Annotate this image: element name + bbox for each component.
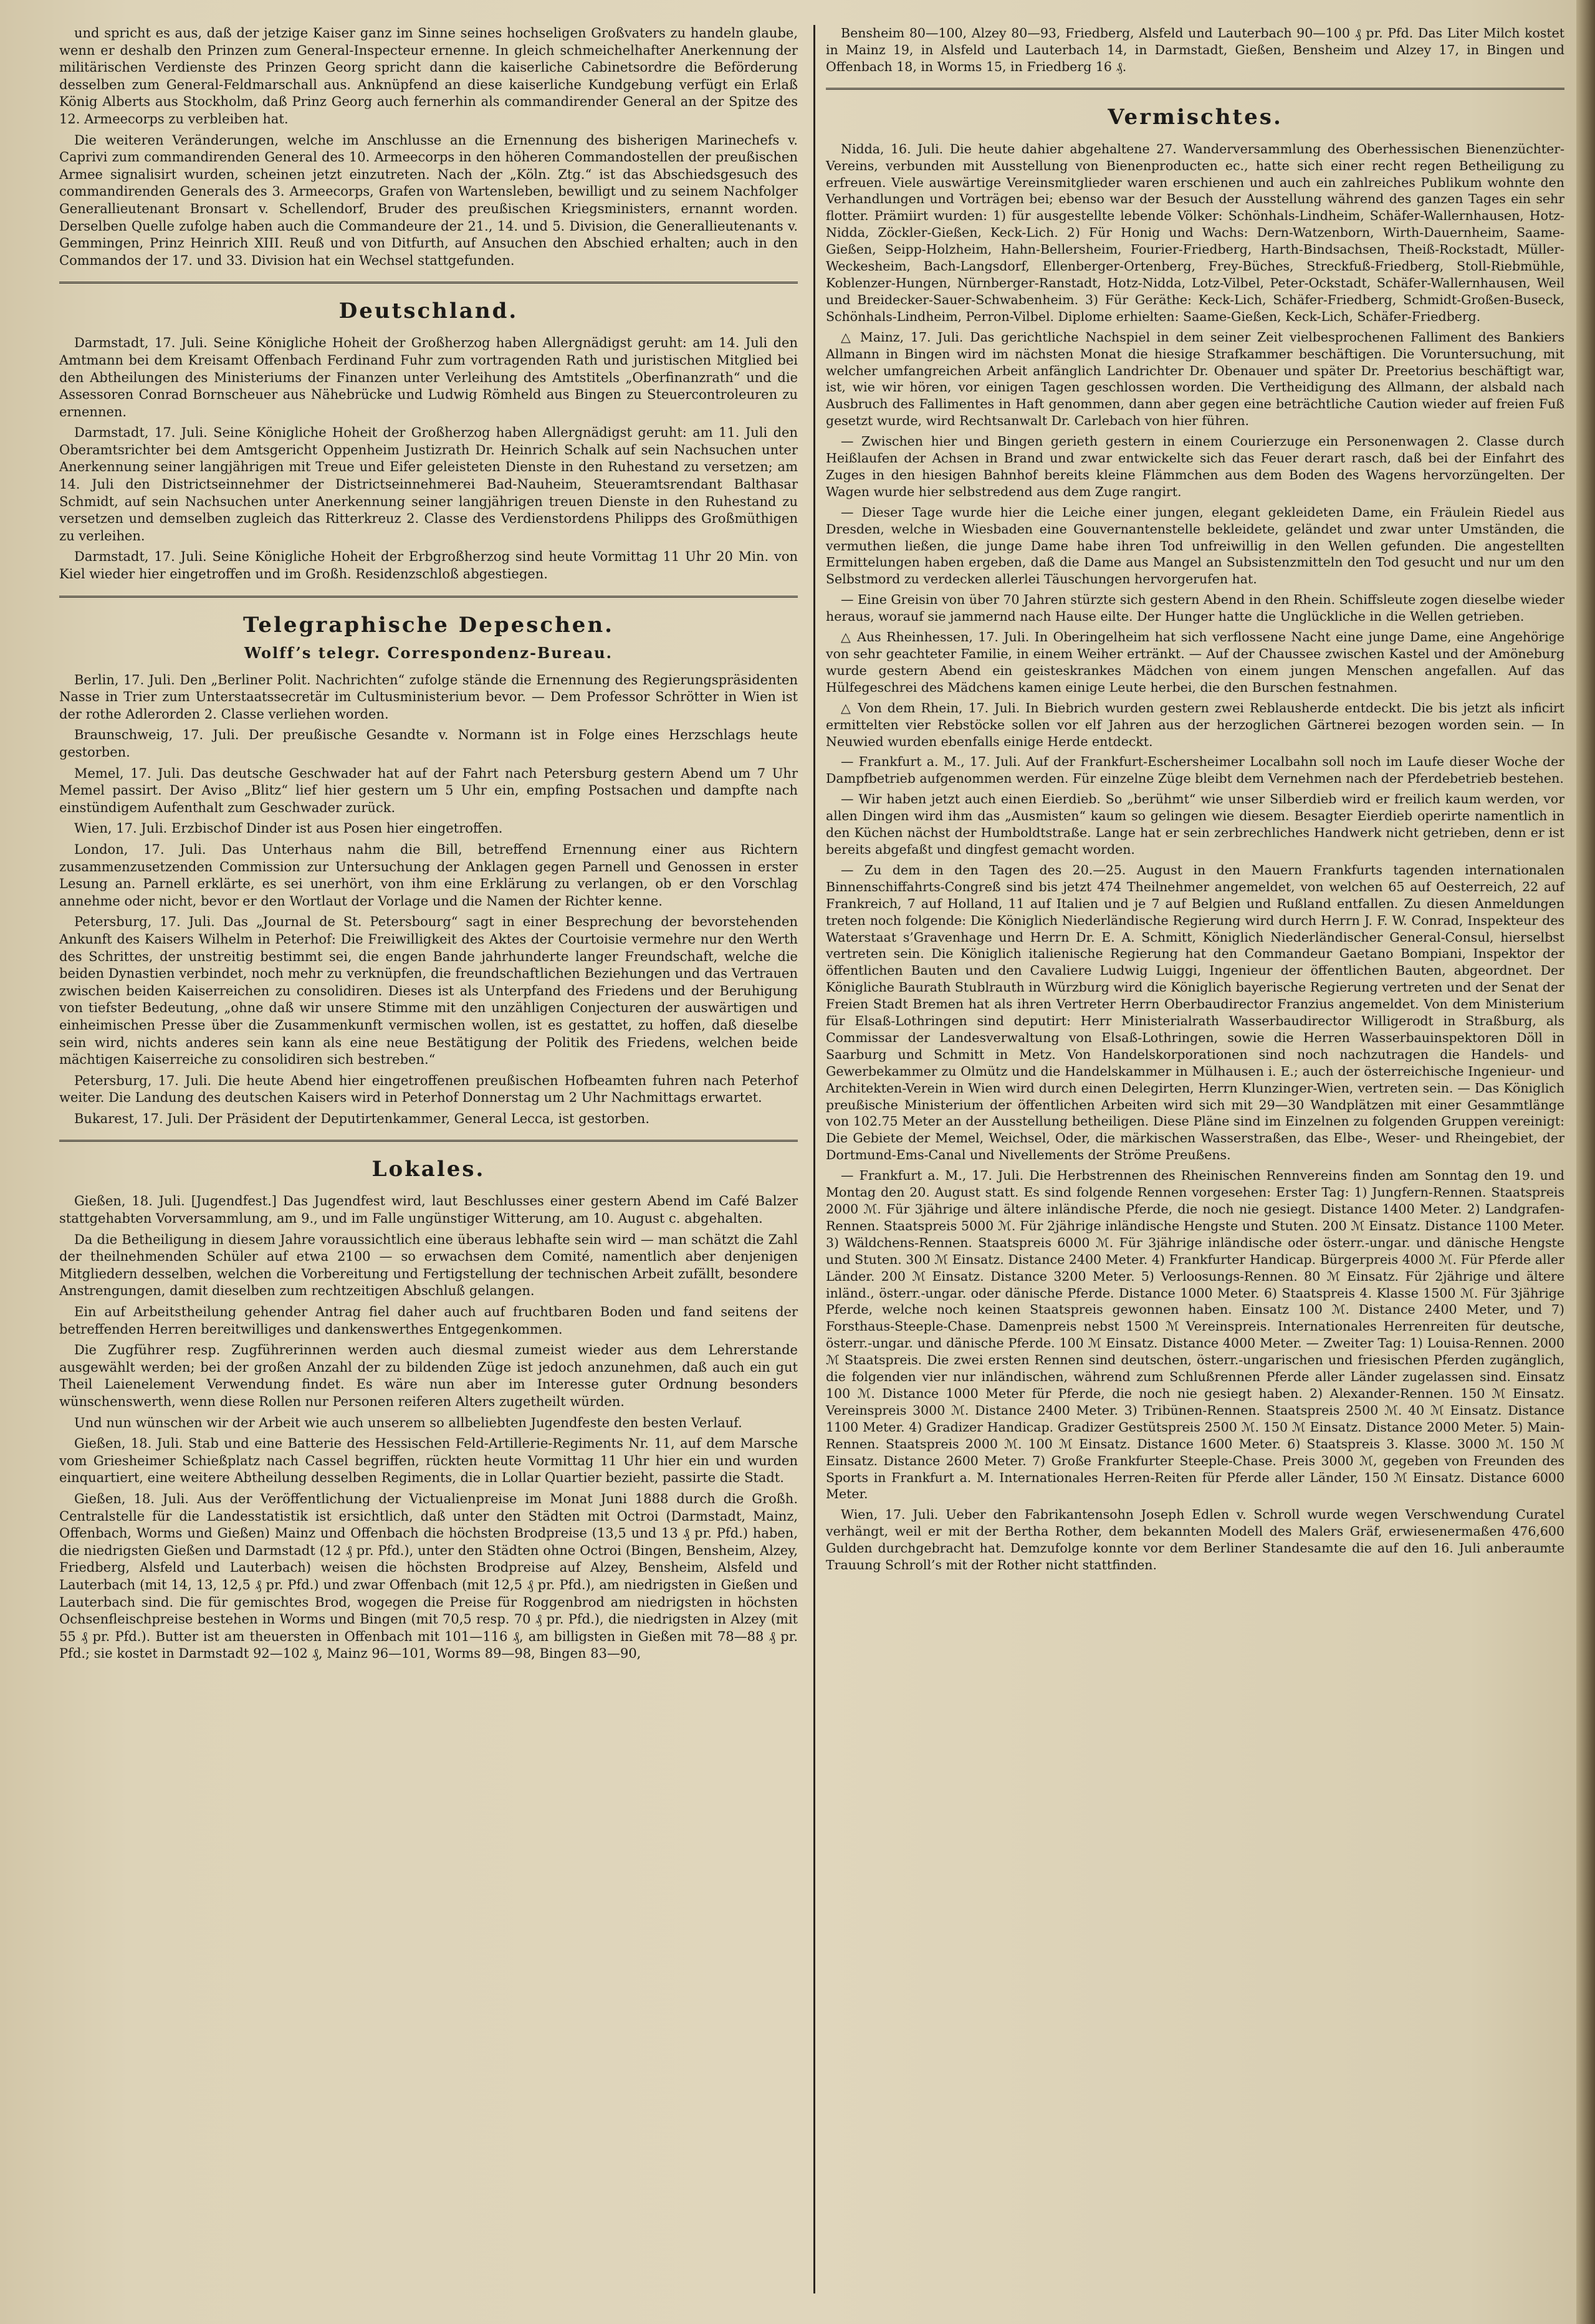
article-paragraph: Darmstadt, 17. Juli. Seine Königliche Hoheit der Großherzog haben Allergnädigst geruht: am 14. Juli den Amtmann bei dem Kreisamt Offenbach Ferdinand Fuhr zum vortragenden Rath und juristischen Mitglied bei den Abtheilungen des Ministeriums der Finanzen unter Verleihung des Amtstitels „Oberfinanzrath“ und die Assessoren Conrad Bornscheuer aus Nähebrücke und Ludwig Römheld aus Bingen zu Steuercontroleuren zu ernennen. — [59, 335, 798, 419]
intro-paragraph: Bensheim 80—100, Alzey 80—93, Friedberg, Alsfeld und Lauterbach 90—100 ₰ pr. Pfd. Das Liter Milch kostet in Mainz 19, in Alsfeld und Lauterbach 14, in Darmstadt, Gießen, Bensheim und Alzey 17, in Bingen und Offenbach 18, in Worms 15, in Friedberg 16 ₰. — [826, 26, 1564, 74]
article-paragraph: Darmstadt, 17. Juli. Seine Königliche Hoheit der Großherzog haben Allergnädigst geruht: am 11. Juli den Oberamtsrichter bei dem Amtsgericht Oppenheim Justizrath Dr. Heinrich Schalk auf sein Nachsuchen unter Anerkennung seiner langjährigen mit Treue und Eifer geleisteten Dienste in den Ruhestand zu versetzen; am 14. Juli den Districtseinnehmer der Districtseinnehmerei Bad-Nauheim, Steueramtsrendant Balthasar Schmidt, auf sein Nachsuchen unter Anerkennung seiner langjährigen treuen Dienste in den Ruhestand zu versetzen und demselben zugleich das Ritterkreuz 2. Classe des Verdienstordens Philipps des Großmüthigen zu verleihen. — [59, 425, 798, 543]
article-paragraph: Da die Betheiligung in diesem Jahre voraussichtlich eine überaus lebhafte sein wird — man schätzt die Zahl der theilnehmenden Schüler auf etwa 2100 — so erwachsen dem Comité, namentlich aber denjenigen Mitgliedern desselben, welchen die Vorbereitung und Fertigstellung der technischen Arbeit zufällt, besondere Anstrengungen, damit dieselben zum rechtzeitigen Abschluß gelangen. — [59, 1231, 798, 1299]
section-title-telegraphische-depeschen: Telegraphische Depeschen. — [242, 612, 614, 638]
article-paragraph: Petersburg, 17. Juli. Das „Journal de St. Petersbourg“ sagt in einer Besprechung der bevorstehenden Ankunft des Kaisers Wilhelm in Peterhof: Die Freiwilligkeit des Aktes der Courtoisie vermehre nur den Werth des Schrittes, der unstreitig bestimmt sei, die engen Bande jahrhunderte langer Freundschaft, welche die beiden Dynastien verbindet, noch mehr zu verknüpfen, die freundschaftlichen Beziehungen und das Vertrauen zwischen beiden Kaiserreichen zu consolidiren. Dieses ist als Unterpfand des Friedens und der Beruhigung von tiefster Bedeutung, „ohne daß wir unsere Stimme mit den unzähligen Conjecturen der auswärtigen und einheimischen Presse über die Zusammenkunft vermischen wollen, ist es gestattet, zu hoffen, daß dieselbe sein wird, nichts anderes sein kann als eine neue Bestätigung der Politik des Friedens, welchen beide mächtigen Kaiserreiche zu consolidiren sich bestreben.“ — [59, 914, 798, 1068]
article-paragraph: — Zu dem in den Tagen des 20.—25. August in den Mauern Frankfurts tagenden internationalen Binnenschiffahrts-Congreß sind bis jetzt 474 Theilnehmer angemeldet, von welchen 65 auf Oesterreich, 22 auf Frankreich, 7 auf Holland, 11 auf Italien und je 7 auf Belgien und Rußland entfallen. Zu diesen Anmeldungen treten noch folgende: Die Königlich Niederländische Regierung wird durch Herrn J. F. W. Conrad, Inspekteur des Waterstaat s’Gravenhage und Herrn Dr. E. A. Schmitt, Königlich Niederländischer General-Consul, hierselbst vertreten sein. Die Königlich italienische Regierung hat den Commandeur Gaetano Bompiani, Inspektor der öffentlichen Bauten und den Cavaliere Ludwig Luiggi, Ingenieur der öffentlichen Bauten, abgeordnet. Der Königliche Baurath Stublrauth in Würzburg wird die Königlich bayerische Regierung vertreten und der Senat der Freien Stadt Bremen hat als ihren Vertreter Herrn Oberbaudirector Franzius angemeldet. Von dem Ministerium für Elsaß-Lothringen sind deputirt: Herr Ministerialrath Wasserbaudirector Willigerodt in Straßburg, als Commissar der Landesverwaltung von Elsaß-Lothringen, sowie die Herren Wasserbauinspektoren Döll in Saarburg und Schmitt in Metz. Von Handelskorporationen sind noch nachzutragen die Handels- und Gewerbekammer zu Olmütz und die Handelskammer in Mülhausen i. E.; auch der österreichische Ingenieur- und Architekten-Verein in Wien wird durch einen Delegirten, Herrn Klunzinger-Wien, vertreten sein. — Das Königlich preußische Ministerium der öffentlichen Arbeiten wird sich mit 29—30 Wandplätzen mit einer Gesammtlänge von 102.75 Meter an der Ausstellung betheiligen. Diese Pläne sind im Einzelnen zu folgenden Gruppen vereinigt: Die Gebiete der Memel, Weichsel, Oder, die märkischen Wasserstraßen, das Elbe-, Weser- und Rheingebiet, der Dortmund-Ems-Canal und Nivellements der Ströme Preußens. — [826, 862, 1564, 1163]
article-paragraph: △ Mainz, 17. Juli. Das gerichtliche Nachspiel in dem seiner Zeit vielbesprochenen Falliment des Bankiers Allmann in Bingen wird im nächsten Monat die hiesige Strafkammer beschäftigen. Die Voruntersuchung, mit welcher umfangreichen Arbeit anfänglich Landrichter Dr. Obenauer und später Dr. Preetorius beschäftigt war, ist, wie wir hören, vor einigen Tagen geschlossen worden. Die Vertheidigung des Allmann, der alsbald nach Ausbruch des Fallimentes in Haft genommen, dann aber gegen eine beträchtliche Caution wieder auf freien Fuß gesetzt wurde, wird Rechtsanwalt Dr. Carlebach von hier führen. — [826, 329, 1564, 429]
left-column — [59, 25, 798, 1666]
section-subtitle: Wolff’s telegr. Correspondenz-Bureau. — [244, 643, 613, 662]
intro-paragraph: und spricht es aus, daß der jetzige Kaiser ganz im Sinne seines hochseligen Großvaters zu handeln glaube, wenn er deshalb den Prinzen zum General-Inspecteur ernenne. In gleich schmeichelhafter Anerkennung der militärischen Verdienste des Prinzen Georg spricht dann die kaiserliche Cabinetsordre die Beförderung desselben zum General-Feldmarschall aus. Anknüpfend an diese kaiserliche Kundgebung verfügt ein Erlaß König Alberts aus Stockholm, daß Prinz Georg auch fernerhin als commandirender General an der Spitze des 12. Armeecorps zu verbleiben hat. — [59, 26, 798, 127]
column-divider — [813, 25, 815, 2293]
article-paragraph: Gießen, 18. Juli. [Jugendfest.] Das Jugendfest wird, laut Beschlusses einer gestern Abend im Café Balzer stattgehabten Vorversammlung, am 9., und im Falle ungünstiger Witterung, am 10. August c. abgehalten. — [59, 1193, 798, 1227]
article-paragraph: Petersburg, 17. Juli. Die heute Abend hier eingetroffenen preußischen Hofbeamten fuhren nach Peterhof weiter. Die Landung des deutschen Kaisers wird in Peterhof Donnerstag um 2 Uhr Nachmittags erwartet. — [59, 1073, 798, 1106]
article-paragraph: — Zwischen hier und Bingen gerieth gestern in einem Courierzuge ein Personenwagen 2. Classe durch Heißlaufen der Achsen in Brand und zwar entwickelte sich das Feuer derart rasch, daß bei der Einfahrt des Zuges in den hiesigen Bahnhof bereits kleine Flämmchen aus dem Boden des Wagens hervorzüngelten. Der Wagen wurde hier selbstredend aus dem Zuge rangirt. — [826, 434, 1564, 499]
section-divider — [59, 282, 798, 287]
intro-paragraph: Die weiteren Veränderungen, welche im Anschlusse an die Ernennung des bisherigen Marinechefs v. Caprivi zum commandirenden General des 10. Armeecorps in den höheren Commandostellen der preußischen Armee signalisirt wurden, scheinen jetzt einzutreten. Nach der „Köln. Ztg.“ ist das Abschiedsgesuch des commandirenden Generals des 3. Armeecorps, Grafen von Wartensleben, bewilligt und zu seinem Nachfolger Generallieutenant Bronsart v. Schellendorf, Bruder des preußischen Kriegsministers, ernannt worden. Derselben Quelle zufolge haben auch die Commandeure der 21., 14. und 5. Division, die Generallieutenants v. Gemmingen, Prinz Heinrich XIII. Reuß und von Ditfurth, auf Ansuchen den Abschied erhalten; auch in den Commandos der 17. und 33. Division hat ein Wechsel stattgefunden. — [59, 132, 798, 268]
article-paragraph: Braunschweig, 17. Juli. Der preußische Gesandte v. Normann ist in Folge eines Herzschlags heute gestorben. — [59, 727, 798, 760]
article-paragraph: Wien, 17. Juli. Ueber den Fabrikantensohn Joseph Edlen v. Schroll wurde wegen Verschwendung Curatel verhängt, weil er mit der Bertha Rother, dem bekannten Modell des Malers Gräf, erwiesenermaßen 476,600 Gulden durchgebracht hat. Demzufolge konnte vor dem Berliner Standesamte die auf den 16. Juli anberaumte Trauung Schroll’s mit der Rother nicht stattfinden. — [826, 1507, 1564, 1573]
article-paragraph: Bukarest, 17. Juli. Der Präsident der Deputirtenkammer, General Lecca, ist gestorben. — [74, 1111, 650, 1126]
article-paragraph: △ Aus Rheinhessen, 17. Juli. In Oberingelheim hat sich verflossene Nacht eine junge Dame, eine Angehörige von sehr geachteter Familie, in einem Weiher ertränkt. — Auf der Chaussee zwischen Kastel und der Amöneburg wurde gestern Abend ein geisteskrankes Mädchen von einem jungen Menschen angefallen. Auf das Hülfegeschrei des Mädchens kamen einige Leute herbei, die den Burschen festnahmen. — [826, 629, 1564, 695]
section-divider — [826, 88, 1564, 93]
article-paragraph: — Dieser Tage wurde hier die Leiche einer jungen, elegant gekleideten Dame, ein Fräulein Riedel aus Dresden, welche in Wiesbaden eine Gouvernantenstelle bekleidete, geländet und zwar unter Umständen, die vermuthen ließen, die junge Dame habe ihren Tod unfreiwillig in den Wellen gefunden. Die angestellten Ermittelungen haben ergeben, daß die Dame aus Mangel an Subsistenzmitteln den Tod gesucht und nur um den Selbstmord zu verdecken allerlei Täuschungen hervorgerufen hat. — [826, 504, 1564, 587]
section-title-deutschland: Deutschland. — [338, 299, 519, 324]
article-paragraph: Ein auf Arbeitstheilung gehender Antrag fiel daher auch auf fruchtbaren Boden und fand seitens der betreffenden Herren bereitwilliges und dankenswerthes Entgegenkommen. — [59, 1304, 798, 1337]
article-paragraph: Memel, 17. Juli. Das deutsche Geschwader hat auf der Fahrt nach Petersburg gestern Abend um 7 Uhr Memel passirt. Der Aviso „Blitz“ lief hier gestern um 5 Uhr ein, empfing Postsachen und dampfte nach einstündigem Aufenthalt zum Geschwader zurück. — [59, 765, 798, 815]
section-divider — [59, 596, 798, 601]
page-edge — [1576, 0, 1595, 2324]
article-paragraph: Darmstadt, 17. Juli. Seine Königliche Hoheit der Erbgroßherzog sind heute Vormittag 11 Uhr 20 Min. von Kiel wieder hier eingetroffen und im Großh. Residenzschloß abgestiegen. — [59, 549, 798, 582]
section-title-vermischtes: Vermischtes. — [1108, 104, 1283, 130]
article-paragraph: △ Von dem Rhein, 17. Juli. In Biebrich wurden gestern zwei Reblausherde entdeckt. Die bis jetzt als inficirt ermittelten vier Rebstöcke sollen vor elf Jahren aus der herzoglichen Gärtnerei bezogen worden sein. — In Neuwied wurden ebenfalls einige Herde entdeckt. — [826, 700, 1564, 749]
article-paragraph: Gießen, 18. Juli. Stab und eine Batterie des Hessischen Feld-Artillerie-Regiments Nr. 11, auf dem Marsche vom Griesheimer Schießplatz nach Cassel begriffen, rückten heute Vormittag 11 Uhr hier ein und wurden einquartiert, eine weitere Abtheilung desselben Regiments, die in Lollar Quartier bezieht, passirte die Stadt. — [59, 1436, 798, 1486]
section-title-lokales: Lokales. — [371, 1157, 486, 1182]
article-paragraph: London, 17. Juli. Das Unterhaus nahm die Bill, betreffend Ernennung einer aus Richtern zusammenzusetzenden Commission zur Untersuchung der Anklagen gegen Parnell und Genossen in erster Lesung an. Parnell erklärte, es sei unerhört, von ihm eine Erklärung zu verlangen, ob er den Vorschlag annehme oder nicht, bevor er den Wortlaut der Vorlage und die Namen der Richter kenne. — [59, 841, 798, 909]
article-paragraph: — Frankfurt a. M., 17. Juli. Auf der Frankfurt-Eschersheimer Localbahn soll noch im Laufe dieser Woche der Dampfbetrieb aufgenommen werden. Für einzelne Züge bleibt dem Vernehmen nach der Pferdebetrieb bestehen. — [826, 754, 1564, 787]
right-column — [826, 25, 1564, 1577]
article-paragraph: Und nun wünschen wir der Arbeit wie auch unserem so allbeliebten Jugendfeste den besten Verlauf. — [74, 1415, 742, 1430]
section-divider — [59, 1140, 798, 1145]
article-paragraph: Die Zugführer resp. Zugführerinnen werden auch diesmal zumeist wieder aus dem Lehrerstande ausgewählt werden; bei der großen Anzahl der zu bildenden Züge ist jedoch anzunehmen, daß auch ein gut Theil Laienelement Verwendung findet. Es wäre nun aber im Interesse guter Ordnung besonders wünschenswerth, wenn diese Rollen nur Personen reiferen Alters zugetheilt würden. — [59, 1342, 798, 1409]
article-paragraph: Berlin, 17. Juli. Den „Berliner Polit. Nachrichten“ zufolge stände die Ernennung des Regierungspräsidenten Nasse in Trier zum Unterstaatssecretär im Cultusministerium bevor. — Dem Professor Schrötter in Wien ist der rothe Adlerorden 2. Classe verliehen worden. — [59, 672, 798, 722]
article-paragraph: — Frankfurt a. M., 17. Juli. Die Herbstrennen des Rheinischen Rennvereins finden am Sonntag den 19. und Montag den 20. August statt. Es sind folgende Rennen vorgesehen: Erster Tag: 1) Jungfern-Rennen. Staatspreis 2000 ℳ. Für 3jährige und ältere inländische Pferde, die noch nie gesiegt. Distance 1400 Meter. 2) Landgrafen-Rennen. Staatspreis 5000 ℳ. Für 2jährige inländische Hengste und Stuten. 200 ℳ Einsatz. Distance 1100 Meter. 3) Wäldchens-Rennen. Staatspreis 6000 ℳ. Für 3jährige inländische oder österr.-ungar. und dänische Hengste und Stuten. 300 ℳ Einsatz. Distance 2400 Meter. 4) Frankfurter Handicap. Bürgerpreis 4000 ℳ. Für Pferde aller Länder. 200 ℳ Einsatz. Distance 3200 Meter. 5) Verloosungs-Rennen. 80 ℳ Einsatz. Für 2jährige und ältere inländ., österr.-ungar. oder dänische Pferde. Distance 1000 Meter. 6) Staatspreis 4. Klasse 1500 ℳ. Für 3jährige Pferde, welche noch keinen Staatspreis gewonnen haben. Einsatz 100 ℳ. Distance 2400 Meter, und 7) Forsthaus-Steeple-Chase. Damenpreis nebst 1500 ℳ Vereinspreis. Internationales Herrenreiten für deutsche, österr.-ungar. und dänische Pferde. 100 ℳ Einsatz. Distance 4000 Meter. — Zweiter Tag: 1) Louisa-Rennen. 2000 ℳ Staatspreis. Die zwei ersten Rennen sind deutschen, österr.-ungarischen und friesischen Pferden zugänglich, die folgenden vier nur inländischen, während zum Schlußrennen Pferde aller Länder zugelassen sind. Einsatz 100 ℳ. Distance 1000 Meter für Pferde, die noch nie gesiegt haben. 2) Alexander-Rennen. 150 ℳ Einsatz. Vereinspreis 3000 ℳ. Distance 2400 Meter. 3) Tribünen-Rennen. Staatspreis 2500 ℳ. 40 ℳ Einsatz. Distance 1100 Meter. 4) Gradizer Handicap. Gradizer Gestütspreis 2500 ℳ. 150 ℳ Einsatz. Distance 2000 Meter. 5) Main-Rennen. Staatspreis 2000 ℳ. 100 ℳ Einsatz. Distance 1600 Meter. 6) Staatspreis 3. Klasse. 3000 ℳ. 150 ℳ Einsatz. Distance 2600 Meter. 7) Große Frankfurter Steeple-Chase. Preis 3000 ℳ, gegeben von Freunden des Sports in Frankfurt a. M. Internationales Herren-Reiten für Pferde aller Länder, 150 ℳ Einsatz. Distance 6000 Meter. — [826, 1168, 1564, 1502]
article-paragraph: Gießen, 18. Juli. Aus der Veröffentlichung der Victualienpreise im Monat Juni 1888 durch die Großh. Centralstelle für die Landesstatistik ist ersichtlich, daß unter den Städten mit Octroi (Darmstadt, Mainz, Offenbach, Worms und Gießen) Mainz und Offenbach die höchsten Brodpreise (13,5 und 13 ₰ pr. Pfd.) haben, die niedrigsten Gießen und Darmstadt (12 ₰ pr. Pfd.), unter den Städten ohne Octroi (Bingen, Bensheim, Alzey, Friedberg, Alsfeld und Lauterbach) weisen die höchsten Brodpreise auf Alzey, Bensheim, Alsfeld und Lauterbach (mit 14, 13, 12,5 ₰ pr. Pfd.) und zwar Offenbach (mit 12,5 ₰ pr. Pfd.), am niedrigsten in Gießen und Lauterbach sind. Die für gemischtes Brod, wogegen die Preise für Roggenbrod am niedrigsten in höchsten Ochsenfleischpreise bestehen in Worms und Bingen (mit 70,5 resp. 70 ₰ pr. Pfd.), die niedrigsten in Alzey (mit 55 ₰ pr. Pfd.). Butter ist am theuersten in Offenbach mit 101—116 ₰, am billigsten in Gießen mit 78—88 ₰ pr. Pfd.; sie kostet in Darmstadt 92—102 ₰, Mainz 96—101, Worms 89—98, Bingen 83—90, — [59, 1491, 798, 1662]
article-paragraph: Wien, 17. Juli. Erzbischof Dinder ist aus Posen hier eingetroffen. — [74, 821, 503, 836]
article-paragraph: Nidda, 16. Juli. Die heute dahier abgehaltene 27. Wanderversammlung des Oberhessischen Bienenzüchter-Vereins, verbunden mit Ausstellung von Bienenproducten ec., hatte sich einer recht regen Betheiligung zu erfreuen. Viele auswärtige Vereinsmitglieder waren erschienen und auch ein zahlreiches Publikum wohnte den Verhandlungen und Vorträgen bei; ebenso war der Besuch der Ausstellung während des ganzen Tages ein sehr flotter. Prämiirt wurden: 1) für ausgestellte lebende Völker: Schönhals-Lindheim, Schäfer-Wallernhausen, Hotz-Nidda, Zöckler-Gießen, Keck-Lich. 2) Für Honig und Wachs: Dern-Watzenborn, Wirth-Dauernheim, Saame-Gießen, Seipp-Holzheim, Hahn-Bellersheim, Fourier-Friedberg, Harth-Bindsachsen, Theiß-Rockstadt, Müller-Weckesheim, Bach-Langsdorf, Ellenberger-Ortenberg, Frey-Büches, Streckfuß-Friedberg, Stoll-Riebmühle, Koblenzer-Hungen, Nürnberger-Ranstadt, Hotz-Nidda, Lotz-Vilbel, Peter-Ockstadt, Schäfer-Wallernhausen, Weil und Breidecker-Sauer-Schwabenheim. 3) Für Geräthe: Keck-Lich, Schäfer-Friedberg, Schmidt-Großen-Buseck, Schönhals-Lindheim, Perron-Vilbel. Diplome erhielten: Saame-Gießen, Keck-Lich, Schäfer-Friedberg. — [826, 141, 1564, 324]
article-paragraph: — Wir haben jetzt auch einen Eierdieb. So „berühmt“ wie unser Silberdieb wird er freilich kaum werden, vor allen Dingen wird ihm das „Ausmisten“ kaum so gelingen wie diesem. Besagter Eierdieb operirte namentlich in den Küchen nächst der Humboldtstraße. Lange hat er sein zerbrechliches Handwerk nicht getrieben, denn er ist bereits abgefaßt und dingfest gemacht worden. — [826, 791, 1564, 857]
article-paragraph: — Eine Greisin von über 70 Jahren stürzte sich gestern Abend in den Rhein. Schiffsleute zogen dieselbe wieder heraus, worauf sie jammernd nach Hause eilte. Der Hunger hatte die Unglückliche in die Wellen getrieben. — [826, 592, 1564, 624]
